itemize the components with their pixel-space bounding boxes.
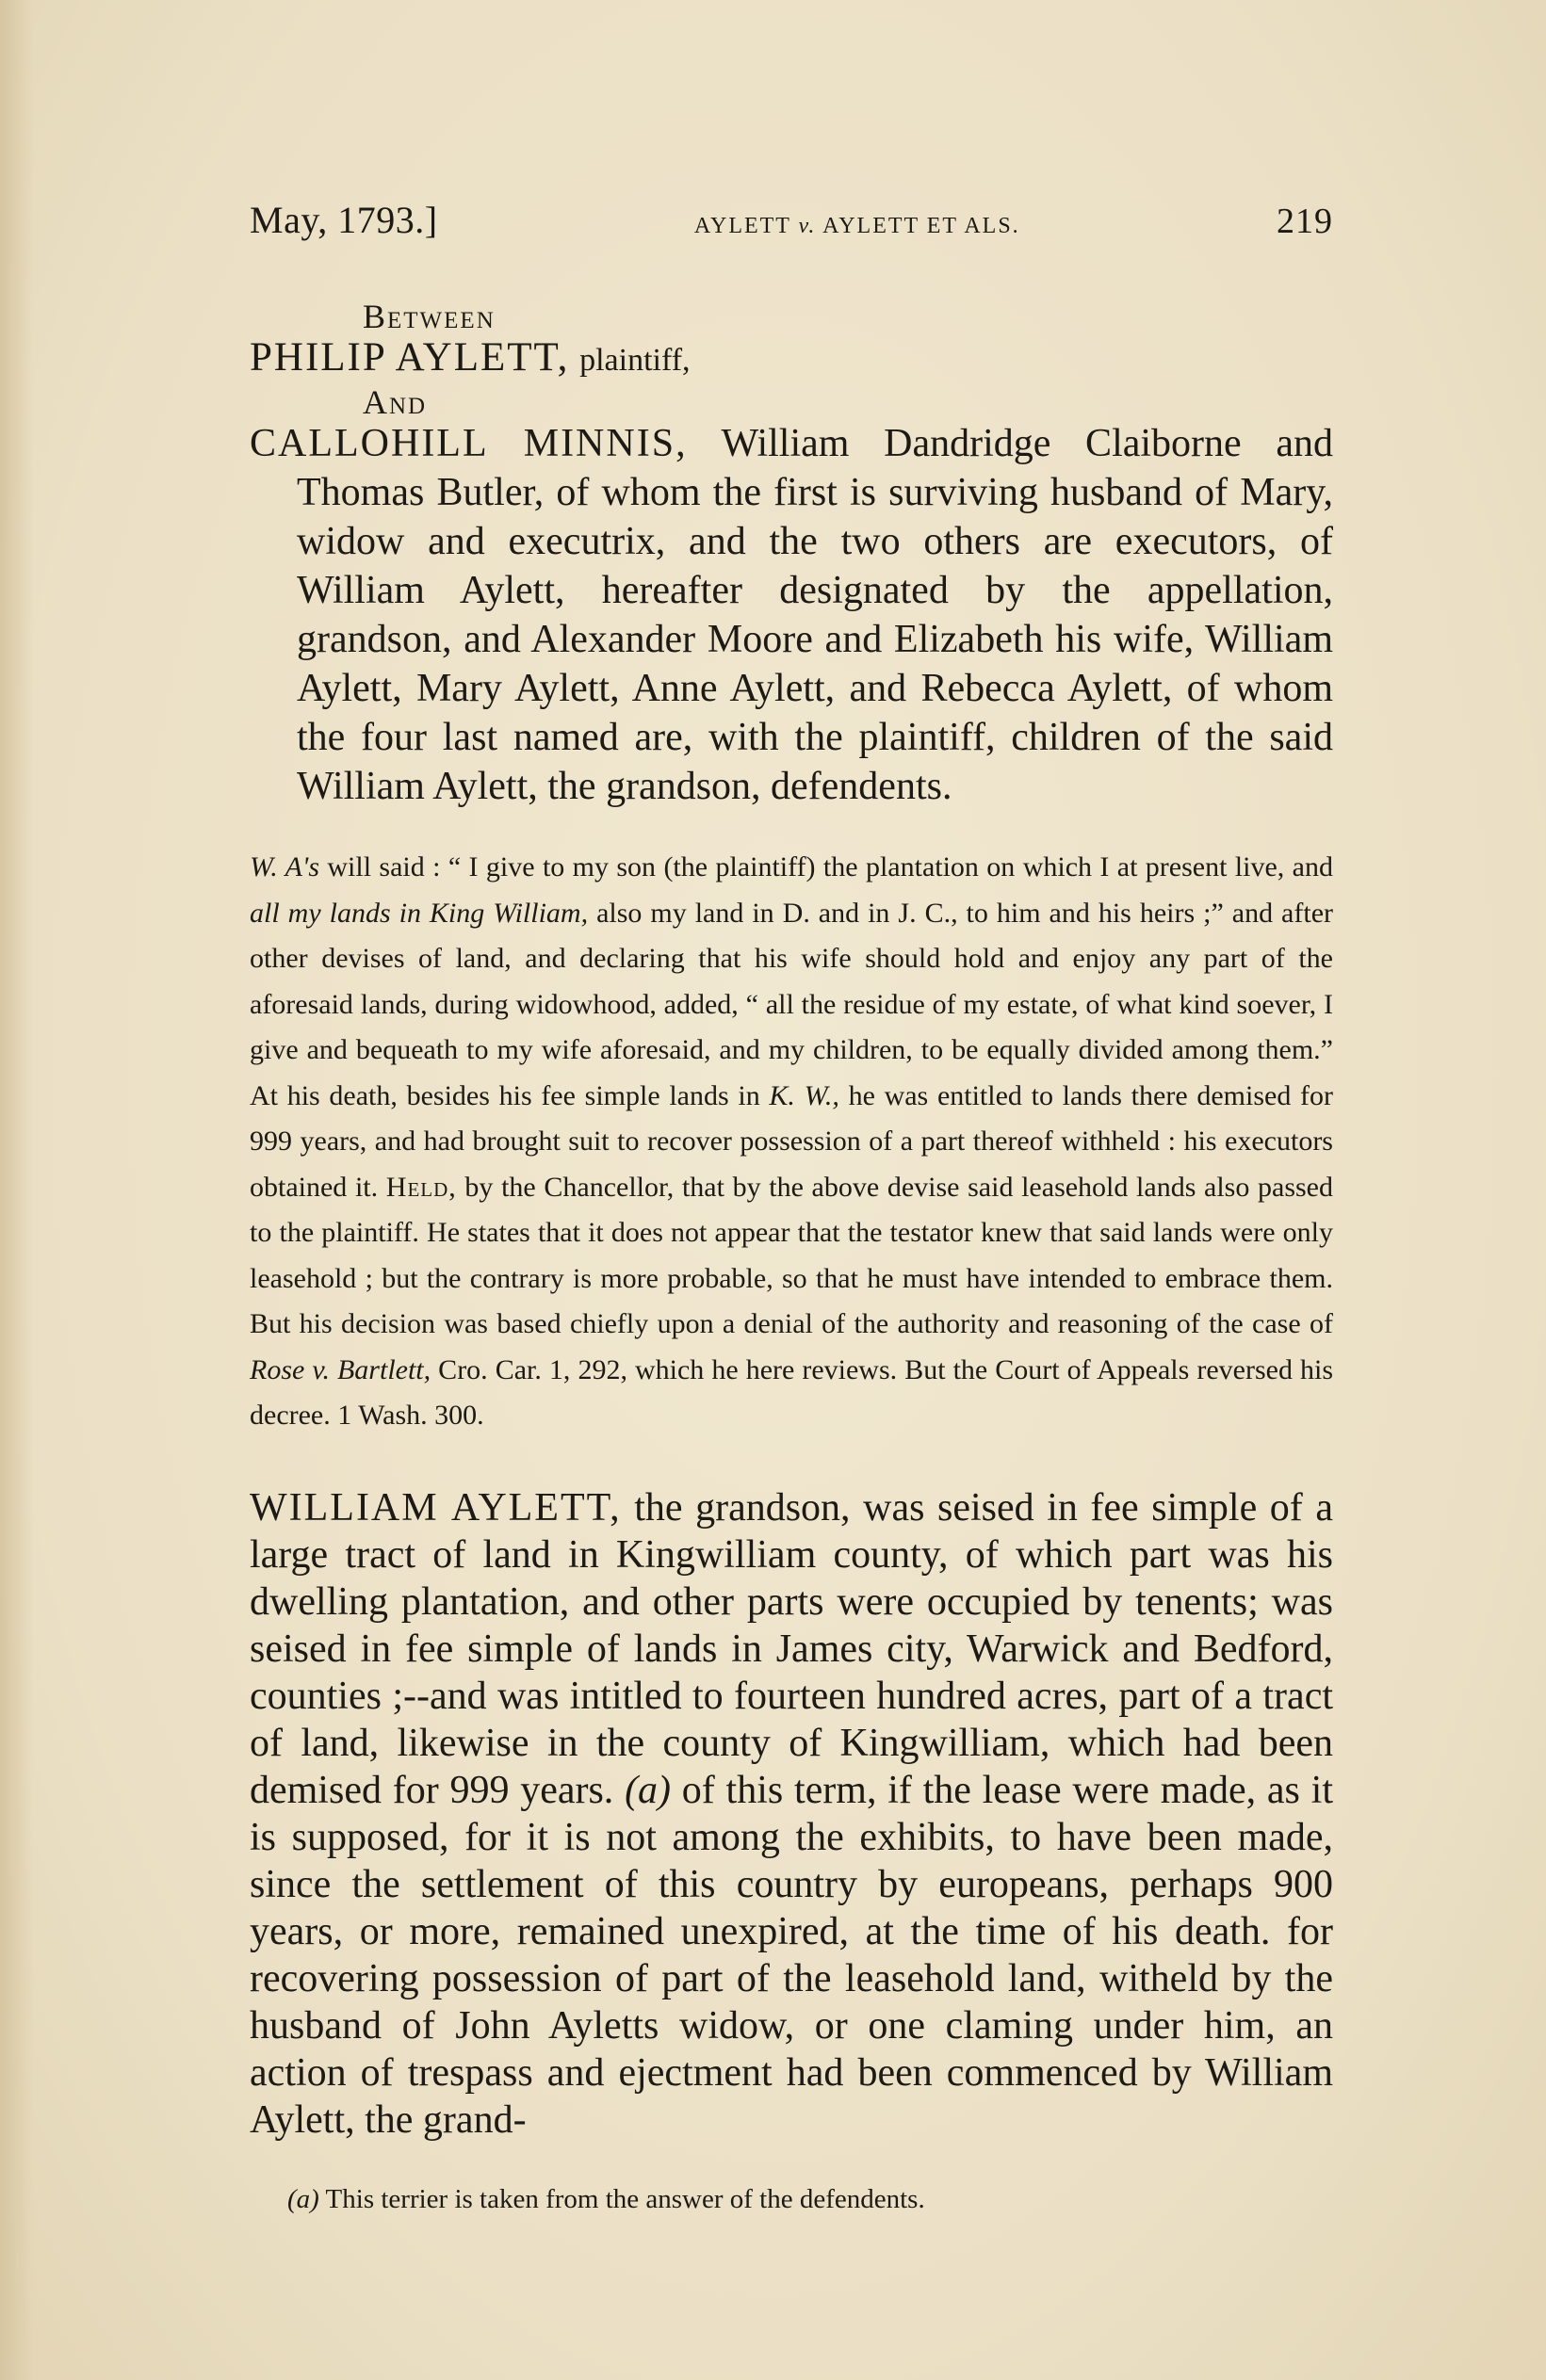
footnote-reference: (a) [625,1768,672,1812]
plaintiff-name: PHILIP AYLETT, [250,335,570,380]
body-text-2: of this term, if the lease were made, as it is supposed, for it is not among the exhibits, to have been made, since the settlement of this country by europeans, perhaps 900 years, or more, remained unexpired, at the time of his death. for recovering possession of part of the leasehold land, witheld by the husband of John Ayletts widow, or one claming under him, an action of trespass and ejectment had been commenced by William Aylett, the grand- [250,1768,1333,2142]
footnote-mark: (a) [287,2183,319,2214]
syllabus-part-2: will said : “ I give to my son (the plaintiff) the plantation on which I at present live, and [319,851,1333,882]
syllabus-case-name: Rose v. Bartlett, [250,1353,431,1385]
syllabus [250,845,1333,1439]
running-head [250,198,1333,264]
syllabus-held: Held, [385,1171,457,1203]
body-paragraph [250,1484,1333,2144]
running-head-title-right: AYLETT ET ALS. [822,214,1020,238]
syllabus-part-8: Cro. Car. 1, 292, which he here reviews. But the Court of Appeals reversed his decree. 1 Wash. 300. [250,1353,1333,1431]
footnote-text: This terrier is taken from the answer of the defendents. [318,2183,925,2214]
running-head-date: May, 1793.] [250,199,438,241]
plaintiff-role: plaintiff, [579,343,691,378]
caption-plaintiff [250,333,1333,385]
syllabus-part-1: W. A's [250,851,319,882]
syllabus-part-7: by the Chancellor, that by the above devise said leasehold lands also passed to the plaintiff. He states that it does not appear that the testator knew that said lands were only leasehold ; but the contrary is more probable, so that he must have intended to embrace them. But his decision was based chiefly upon a denial of the authority and reasoning of the case of [250,1171,1333,1339]
footnote [250,2181,1333,2217]
running-head-title [694,214,1020,239]
text-block [250,198,1333,2217]
caption-and: And [363,383,428,421]
syllabus-part-3: all my lands in King William, [250,897,589,929]
body-lead: WILLIAM AYLETT, [250,1485,622,1530]
syllabus-part-5: K. W., [769,1079,839,1111]
running-head-versus: v. [798,214,817,238]
page-number: 219 [1276,202,1333,241]
syllabus-part-4: also my land in D. and in J. C., to him and his heirs ;” and after other devises of land, and declaring that his wife should hold and enjoy any part of the aforesaid lands, during widowhood, added, “ all the residue of my estate, of what kind soever, I give and bequeath to my wife aforesaid, and my children, to be equally divided among them.” At his death, besides his fee simple lands in [250,897,1333,1111]
caption-between: Between [363,298,496,335]
page-gutter-shadow [0,0,34,2380]
defendants-lead: CALLOHILL MINNIS, [250,422,688,465]
syllabus-part-6: he was entitled to lands there demised for 999 years, and had brought suit to recover possession of a part thereof withheld : his executors obtained it. [250,1079,1333,1203]
defendants-text: William Dandridge Claiborne and Thomas Butler, of whom the first is surviving husband of Mary, widow and executrix, and the two others are executors, of William Aylett, hereafter designated by the appellation, grandson, and Alexander Moore and Elizabeth his wife, William Aylett, Mary Aylett, Anne Aylett, and Rebecca Aylett, of whom the four last named are, with the plaintiff, children of the said William Aylett, the grandson, defendents. [297,422,1333,808]
running-head-title-left: AYLETT [693,214,791,238]
caption-defendants [250,419,1333,811]
case-caption [250,300,1333,811]
body-text-1: the grandson, was seised in fee simple of a large tract of land in Kingwilliam county, of which part was his dwelling plantation, and other parts were occupied by tenents; was seised in fee simple of lands in James city, Warwick and Bedford, counties ;--and was intitled to fourteen hundred acres, part of a tract of land, likewise in the county of Kingwilliam, which had been demised for 999 years. [250,1485,1333,1812]
